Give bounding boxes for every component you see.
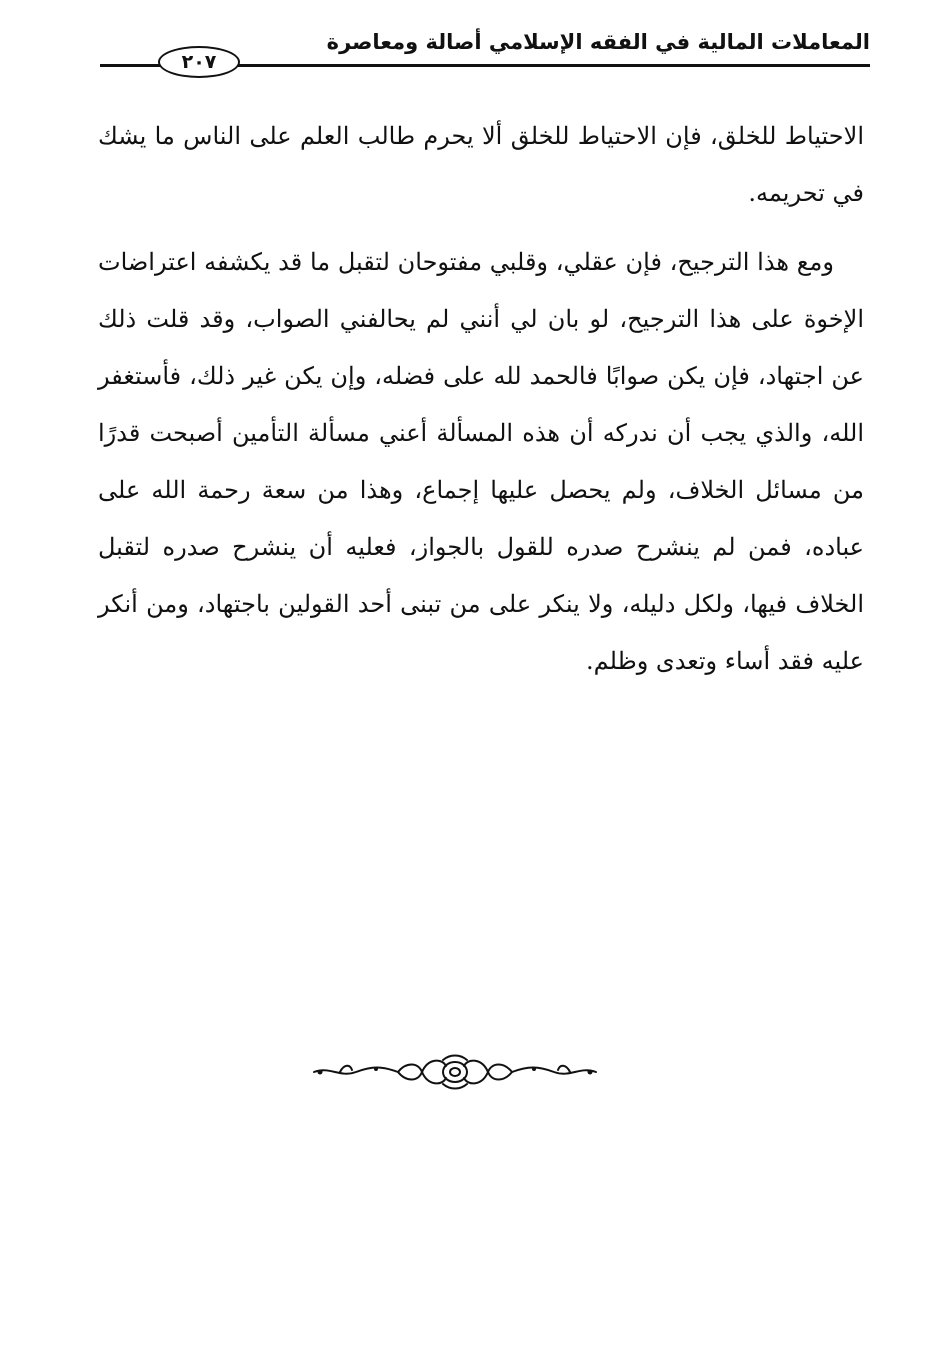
floral-divider-ornament-icon [310,1052,600,1092]
page-header [100,30,870,80]
paragraph-2: ومع هذا الترجيح، فإن عقلي، وقلبي مفتوحان لتقبل ما قد يكشفه اعتراضات الإخوة على هذا الترجيح، لو بان لي أنني لم يحالفني الصواب، وقد قلت ذلك عن اجتهاد، فإن يكن صوابًا فالحمد لله على فضله، وإن يكن غير ذلك، فأستغفر الله، والذي يجب أن ندركه أن هذه المسألة أعني مسألة التأمين أصبحت قدرًا من مسائل الخلاف، ولم يحصل عليها إجماع، وهذا من سعة رحمة الله على عباده، فمن لم ينشرح صدره للقول بالجواز، فعليه أن ينشرح صدره لتقبل الخلاف فيها، ولكل دليله، ولا ينكر على من تبنى أحد القولين باجتهاد، ومن أنكر عليه فقد أساء وتعدى وظلم. [98,248,864,675]
page-number: ٢٠٧ [158,46,240,78]
body-text [98,108,864,702]
paragraph-1: الاحتياط للخلق، فإن الاحتياط للخلق ألا يحرم طالب العلم على الناس ما يشك في تحريمه. [98,122,864,207]
running-title: المعاملات المالية في الفقه الإسلامي أصالة ومعاصرة [326,30,870,54]
